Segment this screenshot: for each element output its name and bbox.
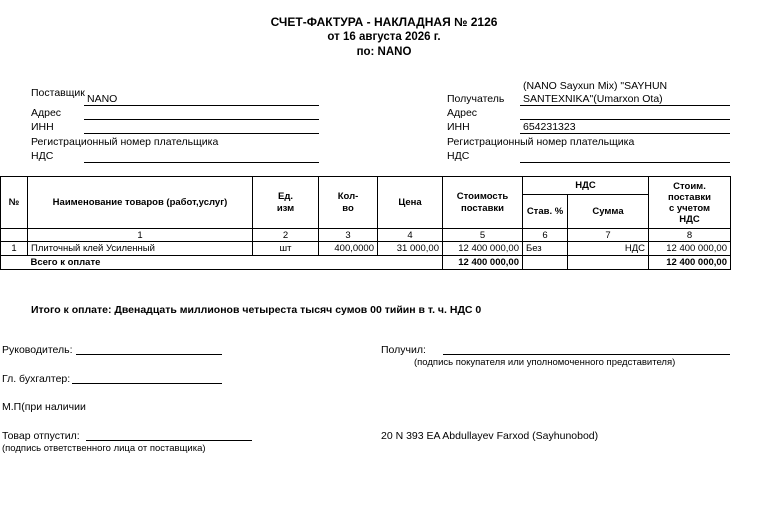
- header-total-line2: поставки: [667, 191, 712, 203]
- document-title: СЧЕТ-ФАКТУРА - НАКЛАДНАЯ № 2126: [270, 15, 498, 29]
- table-header-row: [1, 177, 731, 195]
- supplier-address-label: Адрес: [31, 107, 62, 119]
- row-qty: 400,0000: [319, 242, 378, 256]
- receiver-name-line: [520, 105, 730, 106]
- supplier-inn-label: ИНН: [31, 121, 54, 133]
- header-qty-line2: во: [342, 202, 354, 214]
- col-number: 3: [319, 229, 378, 242]
- document-date: от 16 августа 2026 г.: [327, 31, 441, 43]
- supplier-name-line: [84, 105, 319, 106]
- row-rate: Без: [523, 242, 568, 256]
- receiver-inn: 654231323: [523, 121, 576, 133]
- invoice-table: [0, 176, 731, 270]
- col-number: 1: [28, 229, 253, 242]
- receiver-address-label: Адрес: [447, 107, 478, 119]
- row-cost: 12 400 000,00: [443, 242, 523, 256]
- receiver-nds-line: [520, 162, 730, 163]
- supplier-name: NANO: [87, 93, 118, 105]
- document-to: по: NANO: [356, 46, 412, 58]
- col-number: 6: [523, 229, 568, 242]
- supplier-inn-line: [84, 133, 319, 134]
- stamp-label: М.П(при наличии: [2, 401, 86, 413]
- header-unit-line2: изм: [276, 202, 295, 214]
- received-label: Получил:: [381, 344, 426, 356]
- header-total-line1: Стоим.: [673, 180, 706, 192]
- accountant-label: Гл. бухгалтер:: [2, 373, 71, 385]
- released-signature-line: [86, 440, 252, 441]
- receiver-inn-line: [520, 133, 730, 134]
- released-note: (подпись ответственного лица от поставщика): [2, 443, 206, 454]
- received-note: (подпись покупателя или уполномоченного представителя): [414, 357, 676, 368]
- supplier-address-line: [84, 119, 319, 120]
- header-cost: [443, 177, 523, 229]
- total-with-nds: 12 400 000,00: [649, 256, 731, 270]
- col-number: 4: [378, 229, 443, 242]
- col-number: 8: [649, 229, 731, 242]
- col-number: 5: [443, 229, 523, 242]
- director-signature-line: [76, 354, 222, 355]
- header-cost-line1: Стоимость: [456, 190, 509, 202]
- amount-in-words: Итого к оплате: Двенадцать миллионов четыреста тысяч сумов 00 тийин в т. ч. НДС 0: [31, 304, 482, 316]
- table-total-row: [1, 256, 731, 270]
- header-total-line3: с учетом: [668, 202, 711, 214]
- header-name: Наименование товаров (работ,услуг): [28, 177, 253, 229]
- supplier-nds-label: НДС: [31, 150, 54, 162]
- row-price: 31 000,00: [378, 242, 443, 256]
- header-nds: НДС: [523, 177, 649, 195]
- header-rate: Став. %: [523, 195, 568, 229]
- receiver-inn-label: ИНН: [447, 121, 470, 133]
- header-unit: [253, 177, 319, 229]
- header-sum: Сумма: [568, 195, 649, 229]
- header-qty: [319, 177, 378, 229]
- row-total: 12 400 000,00: [649, 242, 731, 256]
- table-row: [1, 242, 731, 256]
- header-qty-line1: Кол-: [337, 190, 359, 202]
- total-rate-empty: [523, 256, 568, 270]
- receiver-label: Получатель: [447, 93, 505, 105]
- header-total: [649, 177, 731, 229]
- row-name: Плиточный клей Усиленный: [28, 242, 253, 256]
- receiver-reg-label: Регистрационный номер плательщика: [447, 136, 635, 148]
- accountant-signature-line: [72, 383, 222, 384]
- released-label: Товар отпустил:: [2, 430, 80, 442]
- row-unit: шт: [253, 242, 319, 256]
- header-num: №: [1, 177, 28, 229]
- supplier-reg-label: Регистрационный номер плательщика: [31, 136, 219, 148]
- receiver-nds-label: НДС: [447, 150, 470, 162]
- row-sum: НДС: [568, 242, 649, 256]
- total-cost: 12 400 000,00: [443, 256, 523, 270]
- director-label: Руководитель:: [2, 344, 73, 356]
- header-cost-line2: поставки: [460, 202, 505, 214]
- table-column-numbers-row: [1, 229, 731, 242]
- col-number: [1, 229, 28, 242]
- receiver-address-line: [520, 119, 730, 120]
- supplier-label: Поставщик: [31, 87, 85, 99]
- row-num: 1: [1, 242, 28, 256]
- header-total-line4: НДС: [679, 213, 700, 225]
- receiver-name-line1: (NANO Sayxun Mix) "SAYHUN: [523, 80, 668, 92]
- receiver-name-line2: SANTEXNIKA"(Umarxon Ota): [523, 93, 663, 105]
- total-sum-empty: [568, 256, 649, 270]
- total-label: Всего к оплате: [28, 256, 443, 270]
- supplier-nds-line: [84, 162, 319, 163]
- total-empty: [1, 256, 28, 270]
- received-signature-line: [443, 354, 730, 355]
- header-price: Цена: [378, 177, 443, 229]
- header-unit-line1: Ед.: [277, 190, 293, 202]
- col-number: 7: [568, 229, 649, 242]
- vehicle-driver: 20 N 393 EA Abdullayev Farxod (Sayhunobod): [381, 430, 599, 442]
- col-number: 2: [253, 229, 319, 242]
